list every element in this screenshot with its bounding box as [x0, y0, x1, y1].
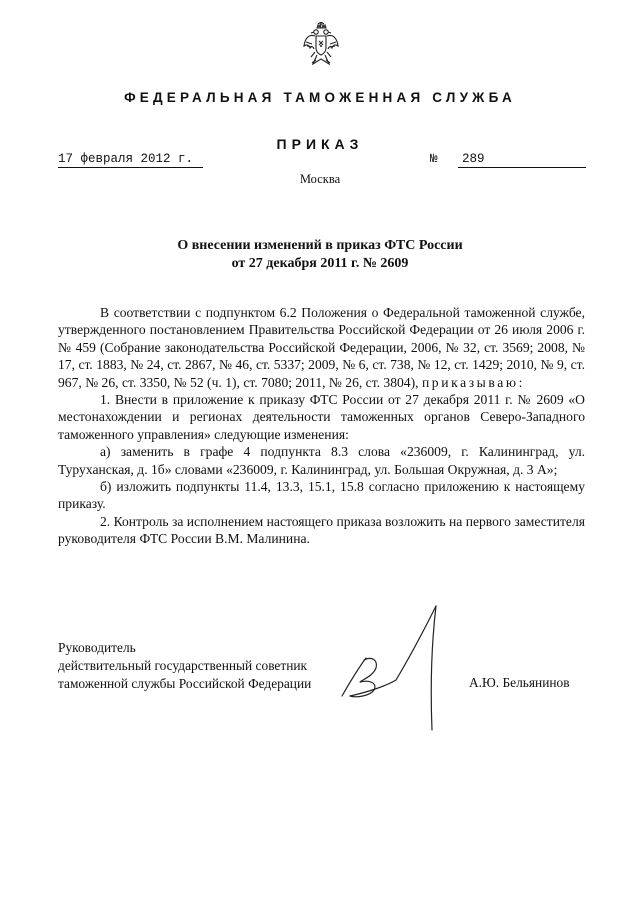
item-1: 1. Внести в приложение к приказу ФТС России от 27 декабря 2011 г. № 2609 «О местонахождении и регионах деятельности таможенных органов Северо-Западного таможенного управления» следующие изменения:: [58, 392, 585, 442]
title-line-1: О внесении изменений в приказ ФТС России: [177, 238, 463, 253]
order-date: 17 февраля 2012 г.: [58, 152, 203, 168]
order-word: приказываю:: [421, 374, 526, 390]
double-headed-eagle-emblem-icon: [301, 22, 341, 72]
signer-position-line-2: действительный государственный советник: [58, 658, 308, 673]
agency-name: ФЕДЕРАЛЬНАЯ ТАМОЖЕННАЯ СЛУЖБА: [124, 90, 516, 105]
document-type-heading: ПРИКАЗ: [276, 136, 364, 152]
handwritten-signature-icon: [338, 600, 448, 735]
city: Москва: [299, 172, 341, 186]
title-line-2: от 27 декабря 2011 г. № 2609: [231, 256, 409, 271]
preamble-paragraph: [58, 304, 585, 391]
signer-position-line-1: Руководитель: [58, 640, 136, 655]
preamble-text: В соответствии с подпунктом 6.2 Положения о Федеральной таможенной службе, утвержденного постановлением Правительства Российской Федерации от 26 июля 2006 г. № 459 (Собрание законодательства Российской Федерации, 2006, № 32, ст. 3569; 2008, № 17, ст. 1883, № 24, ст. 2867, № 46, ст. 5337; 2009, № 6, ст. 738, № 12, ст. 1429; 2010, № 9, ст. 967, № 26, ст. 3350, № 52 (ч. 1), ст. 7080; 2011, № 26, ст. 3804),: [58, 305, 585, 390]
signer-position: [58, 639, 311, 693]
item-2: 2. Контроль за исполнением настоящего приказа возложить на первого заместителя руководителя ФТС России В.М. Малинина.: [58, 513, 585, 547]
item-1b: б) изложить подпункты 11.4, 13.3, 15.1, 15.8 согласно приложению к настоящему приказу.: [58, 479, 585, 512]
order-number: 289: [458, 152, 586, 168]
signer-name: А.Ю. Бельянинов: [469, 675, 570, 690]
document-body: [58, 304, 585, 548]
document-title: [0, 237, 640, 273]
item-1a: а) заменить в графе 4 подпункта 8.3 слова «236009, г. Калининград, ул. Туруханская, д. 1б» словами «236009, г. Калининград, ул. Большая Окружная, д. 3 А»;: [58, 444, 585, 477]
order-number-label: №: [430, 152, 438, 166]
signer-position-line-3: таможенной службы Российской Федерации: [58, 676, 312, 691]
